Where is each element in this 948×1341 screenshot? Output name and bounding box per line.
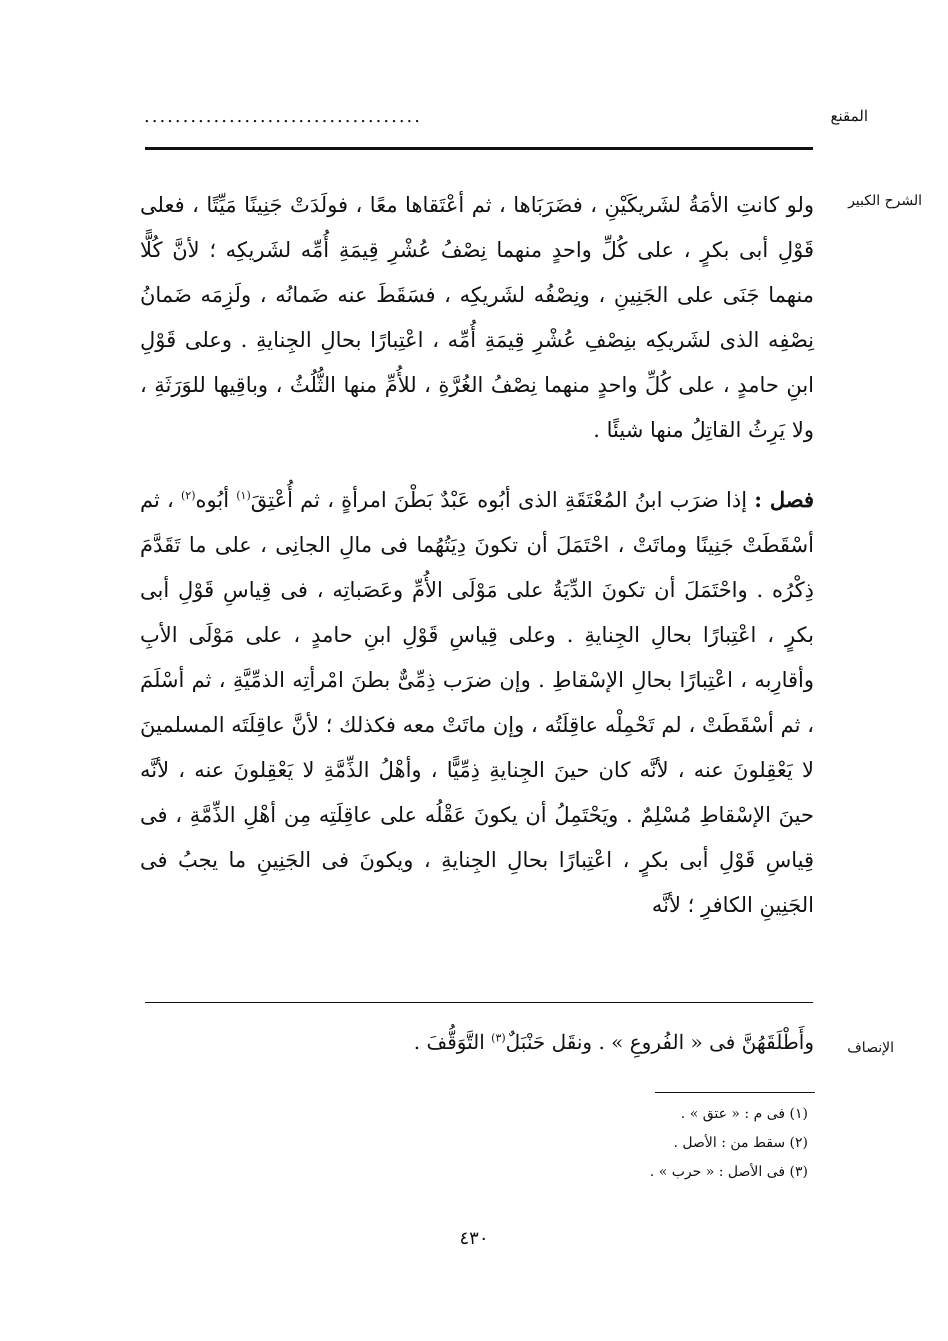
paragraph-1: ولو كانتِ الأمَةُ لشَريكَيْنِ ، فضَرَبَاها ، ثم أعْتَقاها معًا ، فولَدَتْ جَنِينًا مَيِّتًا ، فعلى قَوْلِ أبى بكرٍ ، على كُلِّ واحدٍ منهما نِصْفُ عُشْرِ قِيمَةِ أُمِّه لشَريكِه ؛ لأنَّ كُلًّا منهما جَنَى على الجَنِينِ ، ونِصْفُه لشَريكِه ، فسَقَطَ عنه ضَمانُه ، ولَزِمَه ضَمانُ نِصْفِه الذى لشَريكِه بنِصْفِ عُشْرِ قِيمَةِ أُمِّه ، اعْتِبارًا بحالِ الجِنايةِ . وعلى قَوْلِ ابنِ حامدٍ ، على كُلِّ واحدٍ منهما نِصْفُ الغُرَّةِ ، للأُمِّ منها الثُّلُثُ ، وباقِيها للوَرَثَةِ ، ولا يَرِثُ القاتِلُ منها شيئًا . xyxy=(140,193,814,442)
footnote-2: (٢) سقط من : الأصل . xyxy=(673,1135,808,1151)
label-insaf: الإنصاف xyxy=(847,1040,894,1056)
header-book-title: المقنع xyxy=(830,107,868,125)
insaf-part-1: وأَطْلَقَهُنَّ فى « الفُروعِ » . ونقَل حَنْبَلٌ xyxy=(505,1030,814,1054)
section-separator-rule xyxy=(145,1002,813,1003)
footnote-rule xyxy=(655,1092,815,1093)
footnote-ref-2: (٢) xyxy=(181,489,196,502)
main-text-block xyxy=(140,183,814,928)
footnote-3: (٣) فى الأصل : « حرب » . xyxy=(649,1164,808,1180)
header-dotted-leader: .................................... xyxy=(144,106,422,127)
paragraph-2-part-3: ، ثم أسْقَطَتْ جَنِينًا وماتَتْ ، احْتَمَلَ أن تكونَ دِيَتُهُما فى مالِ الجانِى ، على ما تَقَدَّمَ ذِكْرُه . واحْتَمَلَ أن تكونَ الدِّيَةُ على مَوْلَى الأُمِّ وعَصَباتِه ، فى قِياسِ قَوْلِ أبى بكرٍ ، اعْتِبارًا بحالِ الجِنايةِ . وعلى قِياسِ قَوْلِ ابنِ حامدٍ ، على مَوْلَى الأبِ وأقارِبه ، اعْتِبارًا بحالِ الإسْقاطِ . وإن ضرَب ذِمِّىٌّ بطنَ امْرأتِه الذمِّيَّةِ ، ثم أسْلَمَ ، ثم أسْقَطَتْ ، لم تَحْمِلْه عاقِلَتُه ، وإن ماتَتْ معه فكذلك ؛ لأنَّ عاقِلَتَه المسلمينَ لا يَعْقِلونَ عنه ، لأنَّه كان حينَ الجِنايةِ ذِمِّيًّا ، وأهْلُ الذِّمَّةِ لا يَعْقِلونَ عنه ، لأنَّه حينَ الإسْقاطِ مُسْلِمٌ . ويَحْتَمِلُ أن يكونَ عَقْلُه على عاقِلَتِه مِن أهْلِ الذِّمَّةِ ، فى قِياسِ قَوْلِ أبى بكرٍ ، اعْتِبارًا بحالِ الجِنايةِ ، ويكونَ فى الجَنِينِ ما يجبُ فى الجَنِينِ الكافرِ ؛ لأنَّه xyxy=(140,488,814,917)
section-heading-fasl: فصل : xyxy=(754,487,814,512)
paragraph-2 xyxy=(140,473,814,928)
footnote-ref-1: (١) xyxy=(236,489,251,502)
header-rule xyxy=(145,147,813,150)
footnote-ref-3: (٣) xyxy=(491,1031,506,1045)
footnote-1: (١) فى م : « عتق » . xyxy=(680,1106,808,1122)
insaf-text xyxy=(300,1030,814,1054)
label-sharh-kabir: الشرح الكبير xyxy=(848,193,922,209)
page-number: ٤٣٠ xyxy=(459,1228,489,1249)
paragraph-2-part-2: أبُوه xyxy=(195,488,237,512)
footnotes xyxy=(650,1100,808,1187)
paragraph-2-part-1: إذا ضرَب ابنُ المُعْتَقَةِ الذى أبُوه عَبْدٌ بَطْنَ امرأةٍ ، ثم أُعْتِقَ xyxy=(250,488,755,512)
insaf-part-2: التَّوَقُّفَ . xyxy=(413,1030,492,1054)
